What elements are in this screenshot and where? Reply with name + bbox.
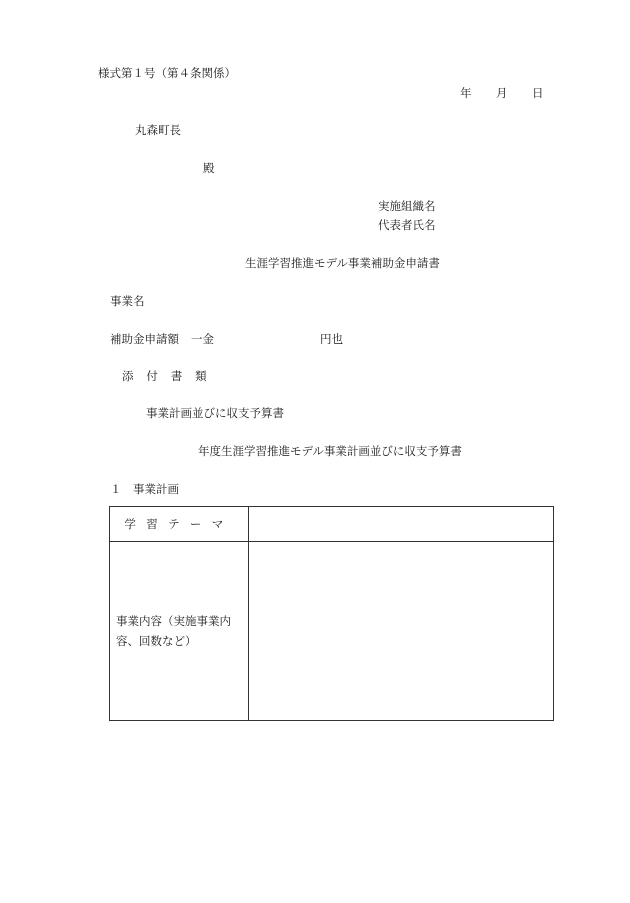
theme-label-cell [110, 507, 249, 542]
amount-suffix: 円也 [320, 332, 343, 346]
plan-title: 年度生涯学習推進モデル事業計画並びに収支予算書 [198, 444, 462, 458]
date-day-label: 日 [532, 86, 544, 100]
table-row-theme [110, 507, 554, 542]
document-title: 生涯学習推進モデル事業補助金申請書 [245, 256, 440, 270]
amount-prefix: 一金 [191, 332, 214, 346]
section1-heading: １ 事業計画 [110, 482, 179, 496]
addressee: 丸森町長 [135, 123, 181, 137]
representative-label: 代表者氏名 [378, 218, 436, 232]
project-name-label: 事業名 [110, 294, 145, 308]
attachment-item: 事業計画並びに収支予算書 [146, 406, 284, 420]
content-label-cell [110, 542, 249, 721]
table-row-content [110, 542, 554, 721]
attachments-heading: 添 付 書 類 [122, 369, 207, 383]
theme-value-cell[interactable] [249, 507, 554, 542]
honorific: 殿 [203, 161, 215, 175]
project-plan-table [109, 506, 554, 721]
date-month-label: 月 [496, 86, 508, 100]
form-number: 様式第１号（第４条関係） [98, 66, 236, 80]
org-name-label: 実施組織名 [378, 199, 436, 213]
content-value-cell[interactable] [249, 542, 554, 721]
content-label: 事業内容（実施事業内容、回数など） [116, 613, 231, 648]
amount-label: 補助金申請額 [110, 332, 179, 346]
date-year-label: 年 [460, 86, 472, 100]
theme-label: 学習テーマ [124, 517, 234, 531]
